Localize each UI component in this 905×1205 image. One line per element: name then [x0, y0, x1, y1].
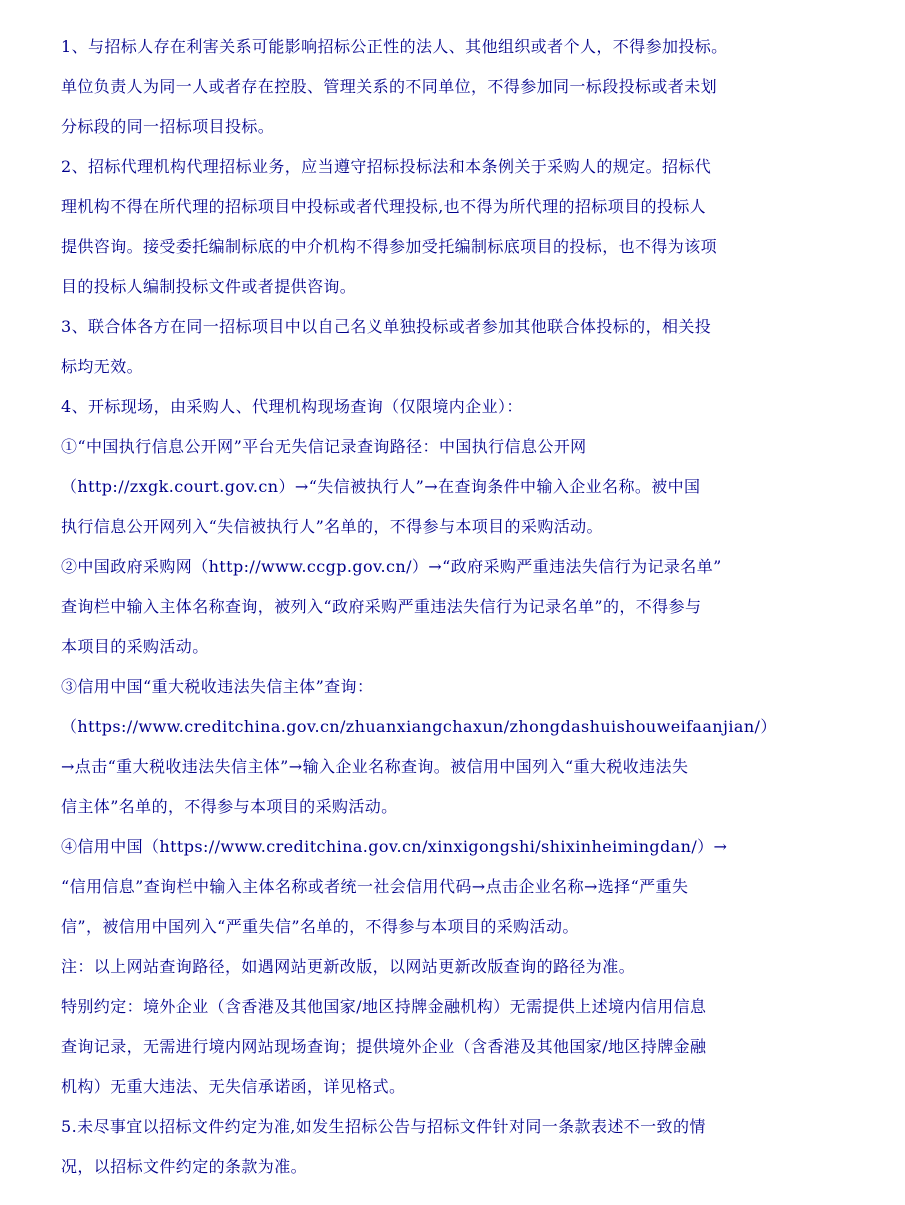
- text-line: 4、开标现场，由采购人、代理机构现场查询（仅限境内企业）：: [61, 397, 523, 416]
- text-line: 分标段的同一招标项目投标。: [61, 117, 275, 136]
- text-line: 特别约定：境外企业（含香港及其他国家/地区持牌金融机构）无需提供上述境内信用信息: [61, 997, 707, 1016]
- text-line: 查询记录，无需进行境内网站现场查询；提供境外企业（含香港及其他国家/地区持牌金融: [61, 1037, 707, 1056]
- text-line: 单位负责人为同一人或者存在控股、管理关系的不同单位，不得参加同一标段投标或者未划: [61, 77, 718, 96]
- text-line: 标均无效。: [61, 357, 144, 376]
- text-line: 提供咨询。接受委托编制标底的中介机构不得参加受托编制标底项目的投标，也不得为该项: [61, 237, 718, 256]
- text-line: 2、招标代理机构代理招标业务，应当遵守招标投标法和本条例关于采购人的规定。招标代: [61, 157, 712, 176]
- text-line: →点击“重大税收违法失信主体”→输入企业名称查询。被信用中国列入“重大税收违法失: [61, 757, 689, 776]
- text-line: 况，以招标文件约定的条款为准。: [61, 1157, 308, 1176]
- text-line: 3、联合体各方在同一招标项目中以自己名义单独投标或者参加其他联合体投标的，相关投: [61, 317, 712, 336]
- text-line: 1、与招标人存在利害关系可能影响招标公正性的法人、其他组织或者个人，不得参加投标。: [61, 37, 728, 56]
- document-body: [61, 27, 781, 1187]
- text-line: ②中国政府采购网（http://www.ccgp.gov.cn/）→“政府采购严重违法失信行为记录名单”: [61, 557, 722, 576]
- text-line: 信主体”名单的，不得参与本项目的采购活动。: [61, 797, 398, 816]
- text-line: 目的投标人编制投标文件或者提供咨询。: [61, 277, 357, 296]
- text-line: 查询栏中输入主体名称查询，被列入“政府采购严重违法失信行为记录名单”的，不得参与: [61, 597, 702, 616]
- text-line: 本项目的采购活动。: [61, 637, 209, 656]
- text-line: 注：以上网站查询路径，如遇网站更新改版，以网站更新改版查询的路径为准。: [61, 957, 636, 976]
- text-line: ③信用中国“重大税收违法失信主体”查询：: [61, 677, 374, 696]
- text-line: ①“中国执行信息公开网”平台无失信记录查询路径：中国执行信息公开网: [61, 437, 587, 456]
- text-line: 理机构不得在所代理的招标项目中投标或者代理投标,也不得为所代理的招标项目的投标人: [61, 197, 707, 216]
- text-line: ④信用中国（https://www.creditchina.gov.cn/xinxigongshi/shixinheimingdan/）→: [61, 837, 728, 856]
- text-line: （http://zxgk.court.gov.cn）→“失信被执行人”→在查询条件中输入企业名称。被中国: [61, 477, 701, 496]
- text-line: 执行信息公开网列入“失信被执行人”名单的，不得参与本项目的采购活动。: [61, 517, 603, 536]
- text-line: （https://www.creditchina.gov.cn/zhuanxiangchaxun/zhongdashuishouweifaanjian/）: [61, 717, 777, 736]
- text-line: 5.未尽事宜以招标文件约定为准,如发生招标公告与招标文件针对同一条款表述不一致的情: [61, 1117, 706, 1136]
- text-line: 机构）无重大违法、无失信承诺函，详见格式。: [61, 1077, 406, 1096]
- text-line: 信”，被信用中国列入“严重失信”名单的，不得参与本项目的采购活动。: [61, 917, 579, 936]
- text-line: “信用信息”查询栏中输入主体名称或者统一社会信用代码→点击企业名称→选择“严重失: [61, 877, 689, 896]
